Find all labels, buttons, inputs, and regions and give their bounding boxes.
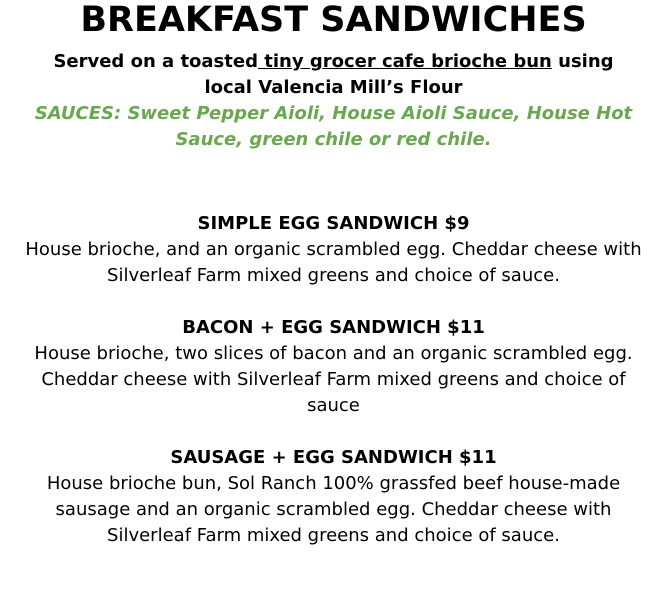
menu-item-bacon-egg xyxy=(24,315,643,419)
menu-item-simple-egg xyxy=(24,211,643,289)
page-title: BREAKFAST SANDWICHES xyxy=(80,0,587,40)
menu-item-sausage-egg xyxy=(24,445,643,549)
menu-item-title: SAUSAGE + EGG SANDWICH $11 xyxy=(170,447,497,468)
sauces-note: SAUCES: Sweet Pepper Aioli, House Aioli Sauce, House Hot Sauce, green chile or red chile. xyxy=(34,103,633,150)
menu-item-description: House brioche, two slices of bacon and an organic scrambled egg. Cheddar cheese with Silverleaf Farm mixed greens and choice of sauce xyxy=(34,343,633,416)
menu-item-description: House brioche, and an organic scrambled egg. Cheddar cheese with Silverleaf Farm mixed greens and choice of sauce. xyxy=(25,239,642,286)
serving-note xyxy=(28,49,639,101)
menu-item-title: BACON + EGG SANDWICH $11 xyxy=(182,317,485,338)
menu-item-description: House brioche bun, Sol Ranch 100% grassfed beef house-made sausage and an organic scrambled egg. Cheddar cheese with Silverleaf Farm mixed greens and choice of sauce. xyxy=(46,473,621,546)
serving-note-prefix: Served on a toasted xyxy=(53,51,258,72)
menu-item-title: SIMPLE EGG SANDWICH $9 xyxy=(197,213,470,234)
serving-note-suffix: using local Valencia Mill’s Flour xyxy=(204,51,614,98)
brioche-bun-link[interactable]: tiny grocer cafe brioche bun xyxy=(257,51,552,72)
